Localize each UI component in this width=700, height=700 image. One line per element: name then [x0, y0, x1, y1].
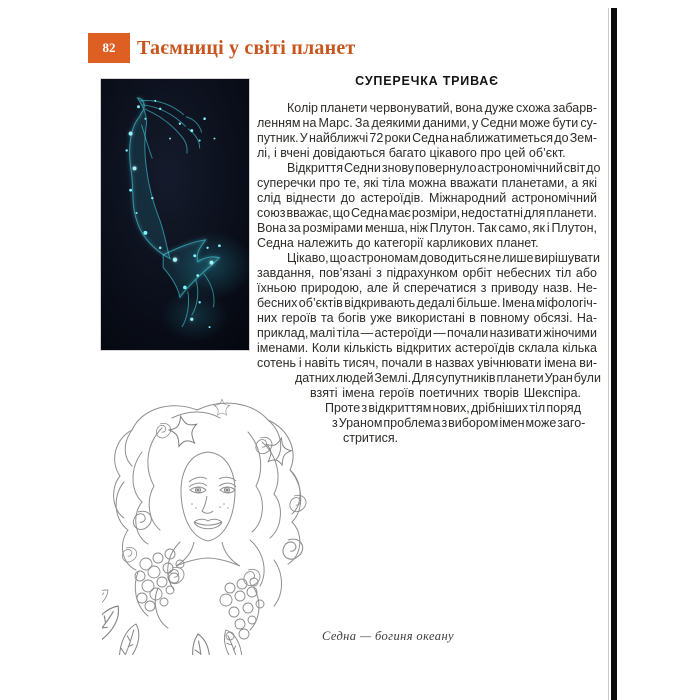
mermaid-illustration-svg [101, 79, 249, 350]
sedna-drawing [102, 392, 320, 655]
body-line-2-5: Вона за розмірами менша, ніж Плутон. Так само, як і Плутон, [257, 221, 597, 235]
body-line-2-1: Відкриття Седни знову повернуло астрономічний світ до [287, 161, 601, 175]
body-line-2-6: Седна належить до категорії карликових планет. [257, 236, 539, 250]
body-line-1-4: лі, і вчені довідаються багато цікавого про цей об’єкт. [257, 146, 566, 160]
page-edge-line [608, 8, 609, 700]
body-line-1-1: Колір планети червонуватий, вона дуже схожа забарв- [287, 101, 597, 115]
body-line-3-9: датних людей Землі. Для супутників планети Уран були [295, 371, 601, 385]
body-line-2-3: слід віднести до астероїдів. Міжнародний астрономічний [257, 191, 597, 205]
body-line-3-8: сотень і навіть тисяч, почали в назвах увічнювати імена ви- [257, 356, 597, 370]
body-line-3-4: бесних об’єктів відкривають дедалі більше. Імена міфологіч- [257, 296, 597, 310]
body-line-1-3: путник. У найближчі 72 роки Седна наближатиметься до Зем- [257, 131, 597, 145]
figure-caption: Седна — богиня океану [322, 629, 455, 643]
body-line-1-2: ленням на Марс. За деякими даними, у Седни може бути су- [257, 116, 597, 130]
body-line-2-2: суперечки про те, які тіла можна вважати планетами, а які [257, 176, 597, 190]
body-line-3-11: Проте з відкриттям нових, дрібніших тіл поряд [325, 401, 581, 415]
page-number: 82 [102, 40, 116, 55]
body-line-3-12: з Ураном проблема з вибором імен може заго- [332, 416, 586, 430]
body-line-3-7: іменами. Коли кількість відкритих астероїдів склала кілька [257, 341, 597, 355]
body-line-3-6: приклад, малі тіла — астероїди — почали називати жіночими [257, 326, 597, 340]
article-heading: СУПЕРЕЧКА ТРИВАЄ [355, 74, 499, 88]
body-line-3-2: завдання, пов’язані з підрахунком орбіт небесних тіл або [257, 266, 597, 280]
body-line-3-5: них героїв та богів уже використані в повному обсязі. На- [257, 311, 597, 325]
body-line-3-13: стритися. [343, 431, 399, 445]
body-line-2-4: союз вважає, що Седна має розміри, недостатні для планети. [257, 206, 597, 220]
body-line-3-1: Цікаво, що астрономам доводиться не лише вирішувати [287, 251, 600, 265]
page-spine-bar [611, 8, 617, 700]
sedna-illustration-svg [102, 392, 320, 655]
mermaid-artwork [100, 78, 250, 351]
body-line-3-10: взяті імена героїв поетичних творів Шекспіра. [310, 386, 581, 400]
article-column [257, 74, 601, 446]
page-number-badge [88, 33, 130, 63]
body-line-3-3: їхньою природою, але й сперечатися з приводу назв. Не- [257, 281, 597, 295]
chapter-title: Таємниці у світі планет [137, 37, 356, 59]
